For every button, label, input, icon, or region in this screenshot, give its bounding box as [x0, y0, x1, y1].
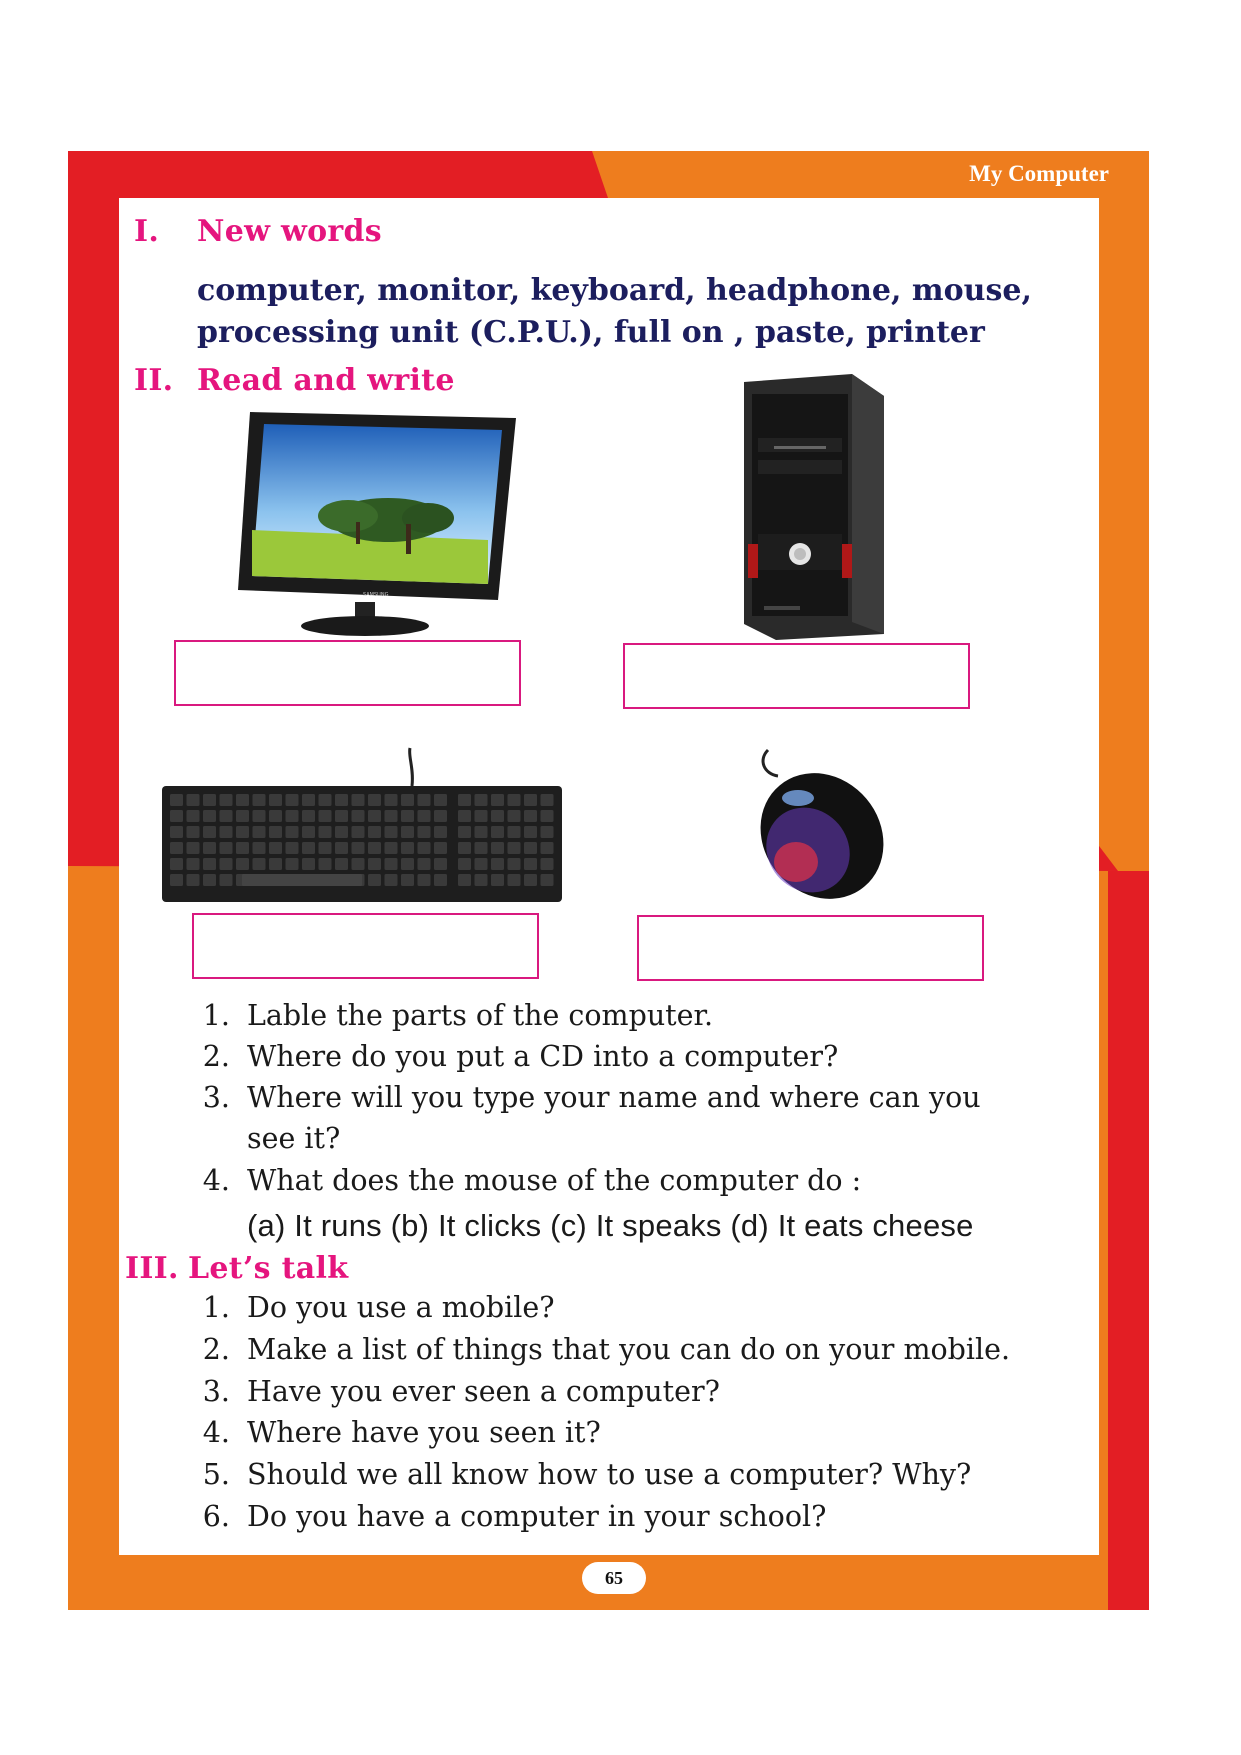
new-words-line-2: processing unit (C.P.U.), full on , paste, printer: [197, 315, 985, 350]
label-box-mouse[interactable]: [637, 915, 984, 981]
section-1-heading: New words: [197, 214, 382, 249]
cpu-tower-image: [744, 374, 886, 640]
mouse-answer-options: (a) It runs (b) It clicks (c) It speaks (d) It eats cheese: [247, 1208, 974, 1243]
new-words-line-1: computer, monitor, keyboard, headphone, mouse,: [197, 273, 1032, 308]
label-box-monitor[interactable]: [174, 640, 521, 706]
section-2-heading: Read and write: [197, 363, 455, 398]
page-number: 65: [582, 1562, 646, 1594]
monitor-brand: SAMSUNG: [363, 592, 389, 598]
section-1-number: I.: [134, 214, 160, 249]
chapter-title: My Computer: [969, 161, 1109, 186]
keyboard-image: [162, 748, 562, 904]
label-box-keyboard[interactable]: [192, 913, 539, 979]
new-words-list: [197, 270, 1087, 354]
lets-talk-questions: 1. Do you use a mobile? 2. Make a list of things that you can do on your mobile. 3. Have you ever seen a computer? 4. Where have you seen it? 5. Should we all know how to use a computer? Why? 6. Do you have a computer in your school?: [202, 1291, 1011, 1533]
monitor-image: [238, 412, 518, 640]
read-write-questions: 1. Lable the parts of the computer. 2. Where do you put a CD into a computer? 3. Where will you type your name and where can you see it? 4. What does the mouse of the computer do :: [202, 999, 981, 1197]
section-3-heading: Let’s talk: [188, 1251, 349, 1286]
section-3-number: III.: [125, 1251, 179, 1286]
section-2-number: II.: [134, 363, 174, 398]
label-box-cpu[interactable]: [623, 643, 970, 709]
mouse-image: [748, 750, 894, 908]
